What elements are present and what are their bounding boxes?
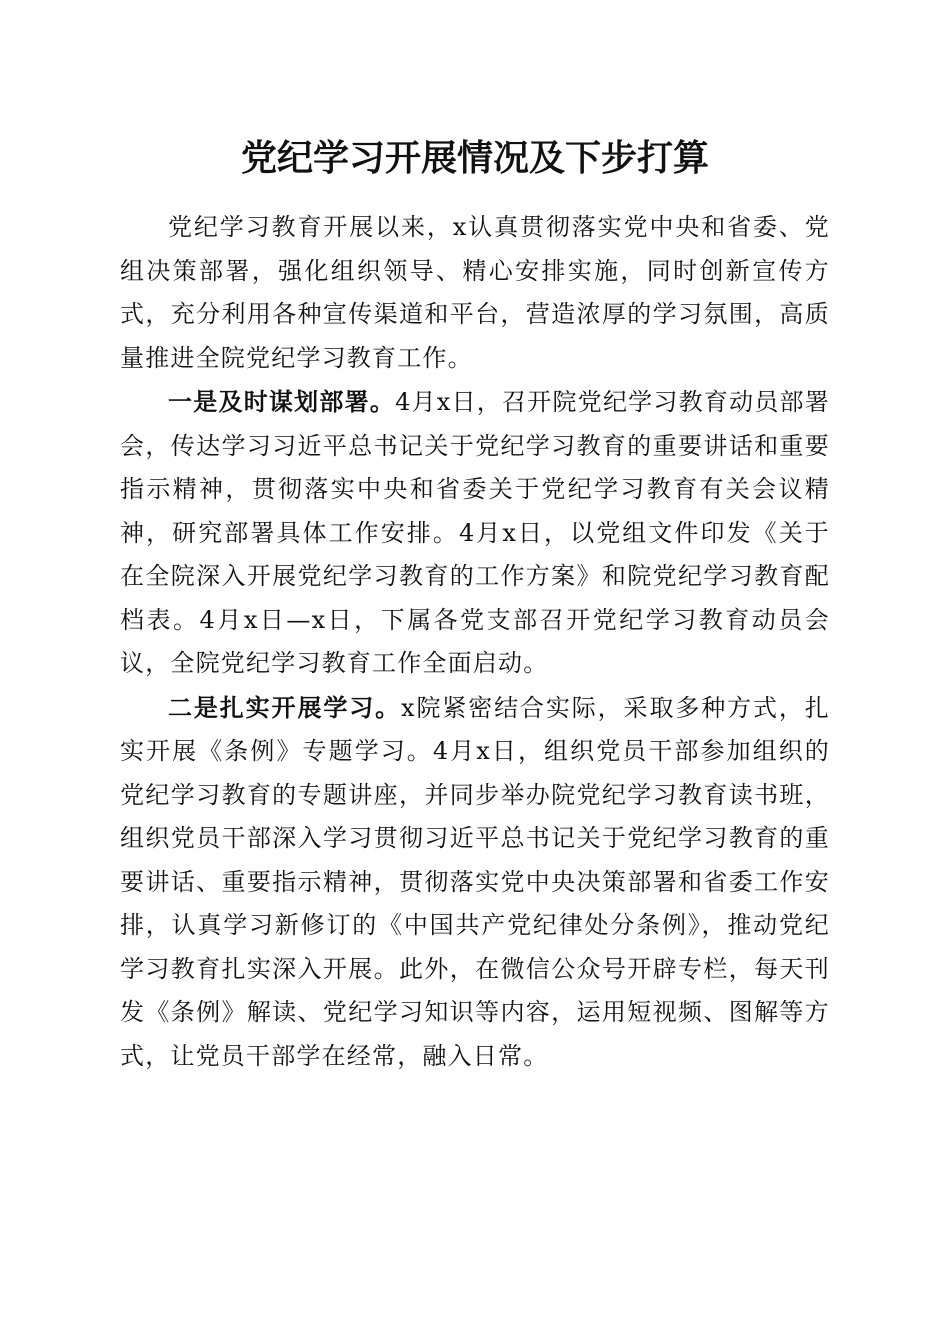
section-2-lead: 二是扎实开展学习。	[168, 692, 402, 722]
section-1-lead: 一是及时谋划部署。	[168, 387, 396, 416]
section-1-text: 4月x日，召开院党纪学习教育动员部署会，传达学习习近平总书记关于党纪学习教育的重要讲话和重要指示精神，贯彻落实中央和省委关于党纪学习教育有关会议精神，研究部署具体工作安排。4月x日，以党组文件印发《关于在全院深入开展党纪学习教育的工作方案》和院党纪学习教育配档表。4月x日—x日，下属各党支部召开党纪学习教育动员会议，全院党纪学习教育工作全面启动。	[120, 388, 830, 677]
section-paragraph-1	[120, 380, 830, 686]
document-body	[120, 206, 830, 1078]
section-2-text: x院紧密结合实际，采取多种方式，扎实开展《条例》专题学习。4月x日，组织党员干部参加组织的党纪学习教育的专题讲座，并同步举办院党纪学习教育读书班，组织党员干部深入学习贯彻习近平总书记关于党纪学习教育的重要讲话、重要指示精神，贯彻落实党中央决策部署和省委工作安排，认真学习新修订的《中国共产党纪律处分条例》，推动党纪学习教育扎实深入开展。此外，在微信公众号开辟专栏，每天刊发《条例》解读、党纪学习知识等内容，运用短视频、图解等方式，让党员干部学在经常，融入日常。	[120, 693, 830, 1070]
document-title: 党纪学习开展情况及下步打算	[240, 137, 709, 179]
section-paragraph-2	[120, 686, 830, 1079]
intro-paragraph: 党纪学习教育开展以来，x认真贯彻落实党中央和省委、党组决策部署，强化组织领导、精心安排实施，同时创新宣传方式，充分利用各种宣传渠道和平台，营造浓厚的学习氛围，高质量推进全院党纪学习教育工作。	[120, 213, 830, 372]
